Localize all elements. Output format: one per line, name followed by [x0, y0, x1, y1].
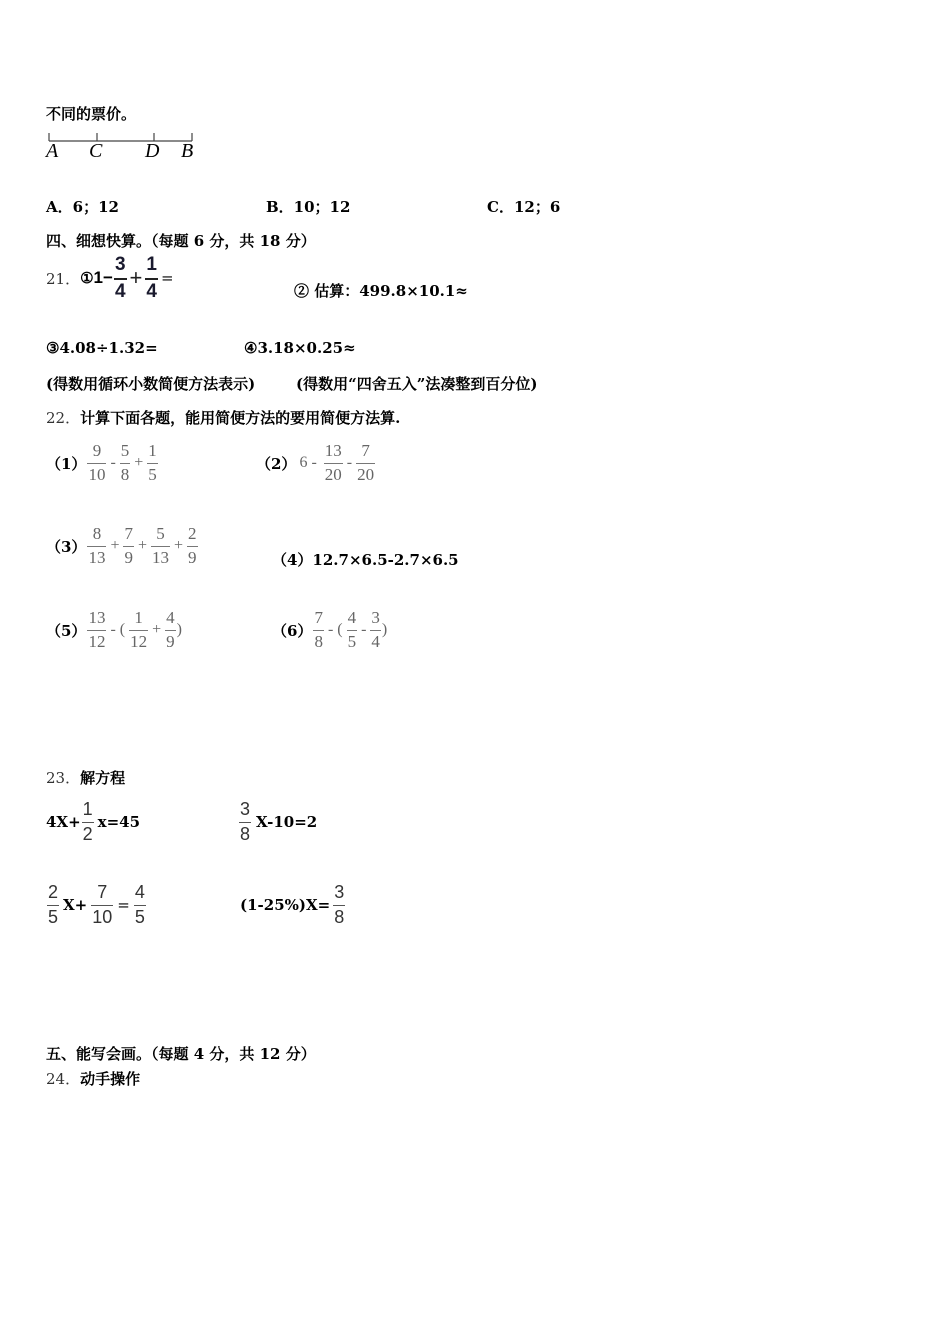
fraction: $\frac{4}{5}$ [347, 608, 357, 651]
q22-p1-label: （1） [46, 454, 87, 473]
fraction: $\frac{1}{2}$ [82, 799, 93, 844]
operator: + [110, 537, 120, 554]
fraction: $\frac{4}{5}$ [134, 882, 145, 927]
operator: + [134, 454, 144, 471]
intro-text: 不同的票价。 [46, 105, 137, 123]
operator: - ( [327, 621, 343, 638]
fraction: $\frac{7}{9}$ [124, 524, 133, 567]
fraction: $\frac{9}{10}$ [88, 441, 106, 484]
operator: + [152, 621, 162, 638]
fraction: $\frac{3}{8}$ [240, 799, 251, 844]
q24-title: 动手操作 [80, 1070, 141, 1088]
choice-b[interactable]: B．10；12 [266, 198, 351, 216]
q24-number: 24． [46, 1070, 81, 1088]
q22-problem-4: （4）12.7×6.5-2.7×6.5 [272, 551, 459, 569]
q21-item2: ② 估算：499.8×10.1≈ [294, 282, 468, 300]
q21-item1-lead: 1− [93, 268, 113, 287]
point-label-d: D [145, 140, 160, 162]
operator: - [110, 454, 116, 471]
eq-text: = [117, 896, 130, 914]
fraction: $\frac{4}{9}$ [166, 608, 175, 651]
eq-text: X-10=2 [256, 813, 318, 831]
q23-title: 解方程 [80, 769, 126, 787]
q22-header [46, 407, 400, 428]
operator: + [137, 537, 147, 554]
q21-note-1: (得数用循环小数简便方法表示) [46, 375, 256, 393]
choice-a[interactable]: A．6；12 [46, 198, 119, 216]
q23-equation-2 [238, 798, 317, 846]
q23-equation-1 [46, 798, 140, 846]
q22-problem-5 [46, 605, 185, 655]
fraction: $\frac{5}{13}$ [152, 524, 169, 567]
q22-p3-label: （3） [46, 537, 87, 556]
operator: ) [176, 621, 182, 638]
q21-item1 [46, 254, 174, 302]
operator: + [174, 537, 184, 554]
operator: - [346, 454, 353, 471]
section-4-title: 四、细想快算。（每题 6 分，共 18 分） [46, 232, 316, 250]
q23-equation-4 [240, 881, 346, 929]
fraction: $\frac{5}{8}$ [120, 441, 130, 484]
fraction: $\frac{13}{20}$ [324, 441, 342, 484]
q22-number: 22． [46, 409, 81, 427]
operator: - [361, 621, 367, 638]
number-line [46, 128, 206, 168]
fraction: $\frac{3}{4}$ [371, 608, 380, 651]
fraction: $\frac{7}{10}$ [92, 882, 113, 927]
fraction: $\frac{2}{5}$ [48, 882, 59, 927]
fraction: $\frac{8}{13}$ [88, 524, 106, 567]
q22-p6-label: （6） [272, 621, 313, 640]
operator: ) [381, 621, 388, 638]
eq-text: X+ [63, 896, 88, 914]
choice-c[interactable]: C．12；6 [487, 198, 561, 216]
q24-header [46, 1068, 140, 1089]
q22-problem-1 [46, 438, 159, 488]
q22-problem-2 [256, 438, 376, 488]
q22-problem-6 [272, 605, 390, 655]
fraction: $\frac{1}{12}$ [130, 608, 148, 651]
q21-frac-1-4: $\frac{1}{4}$ [146, 253, 157, 302]
q23-header [46, 767, 125, 788]
q21-equals: = [160, 269, 174, 287]
point-label-c: C [89, 140, 103, 162]
q21-item1-prefix: ① [80, 269, 94, 287]
point-label-b: B [181, 140, 194, 162]
eq-text: (1-25%)X= [240, 896, 331, 914]
q23-number: 23． [46, 769, 81, 787]
eq-text: 4X+ [46, 813, 81, 831]
fraction: $\frac{13}{12}$ [88, 608, 106, 651]
fraction: $\frac{7}{20}$ [357, 441, 375, 484]
fraction: $\frac{3}{8}$ [334, 882, 345, 927]
fraction: $\frac{7}{8}$ [314, 608, 323, 651]
q22-prompt: 计算下面各题，能用简便方法的要用简便方法算. [80, 409, 401, 427]
q21-note-2: (得数用“四舍五入”法凑整到百分位) [296, 375, 538, 393]
point-label-a: A [46, 140, 59, 162]
q21-number: 21． [46, 269, 81, 288]
q22-problem-3 [46, 521, 199, 571]
fraction: $\frac{2}{9}$ [188, 524, 197, 567]
q21-item3: ③4.08÷1.32= [46, 339, 158, 357]
section-5-title: 五、能写会画。（每题 4 分，共 12 分） [46, 1045, 316, 1063]
eq-text: x=45 [97, 813, 141, 831]
q23-equation-3 [46, 881, 147, 929]
q21-item4: ④3.18×0.25≈ [244, 339, 356, 357]
q21-plus: + [129, 265, 143, 290]
q22-p5-label: （5） [46, 621, 87, 640]
q21-frac-3-4: $\frac{3}{4}$ [114, 253, 126, 302]
q22-p2-label: （2） [256, 454, 297, 473]
operator: - ( [110, 621, 126, 638]
operator: 6 - [299, 454, 317, 471]
fraction: $\frac{1}{5}$ [148, 441, 157, 484]
